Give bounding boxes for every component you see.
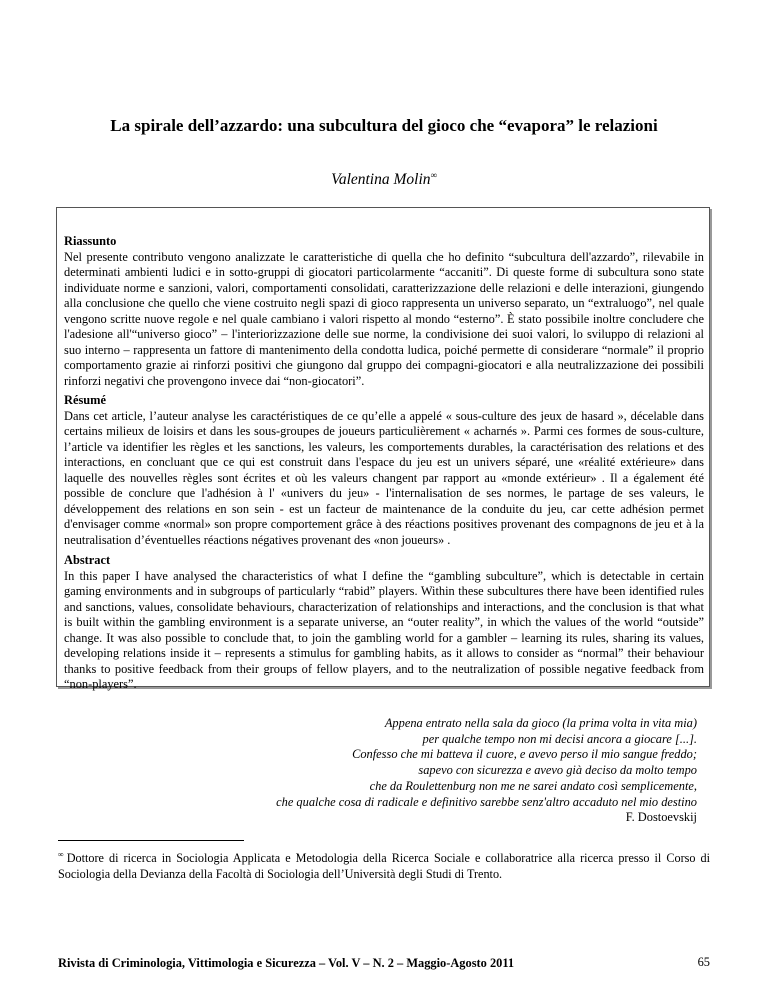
abstract-english-text: In this paper I have analysed the characteristics of what I define the “gambling subculture”, which is detectable in certain gaming environments and in subgroups of particularly “rabid” players. Within these subcultures there have been identified rules and sanctions, values, consolidate behaviours, characterization of relationships and interactions, and the conclusion is that what is built within the gambling environment is a separate universe, an “outer reality”, in which the values of the world “outside” change. It was also possible to conclude that, to join the gambling world for a gambler – learning its rules, sharing its values, developing relations inside it – represents a stimulus for gambling habits, as it allows to consider as “normal” their behaviour thanks to positive feedback from their groups of fellow players, and to the neutralization of possible negative feedback from “non-players”. bbox=[64, 568, 704, 692]
epigraph bbox=[57, 716, 697, 826]
footnote-mark: ∞ bbox=[58, 850, 64, 859]
epigraph-line: Appena entrato nella sala da gioco (la prima volta in vita mia) bbox=[384, 716, 697, 730]
abstract-box bbox=[56, 207, 710, 692]
abstract-english bbox=[64, 553, 704, 693]
abstract-french-heading: Résumé bbox=[64, 393, 106, 407]
journal-footer: Rivista di Criminologia, Vittimologia e Sicurezza – Vol. V – N. 2 – Maggio-Agosto 2011 bbox=[58, 956, 515, 970]
page-number: 65 bbox=[697, 955, 710, 969]
epigraph-line: per qualche tempo non mi decisi ancora a giocare [...]. bbox=[422, 731, 697, 746]
abstract-french-text: Dans cet article, l’auteur analyse les caractéristiques de ce qu’elle a appelé « sous-culture des jeux de hasard », décelable dans certains milieux de loisirs et dans les sous-groupes de joueurs particulièrement « acharnés ». Parmi ces formes de sous-culture, l’article va identifier les règles et les sanctions, les valeurs, les comportements durables, la caractérisation des relations et des interactions, en concluant que ce qui est construit dans l'espace du jeu est un univers séparé, une «réalité extérieure» dans laquelle des nouvelles règles sont écrites et où les valeurs changent par rapport au «monde extérieur» . Il a également été possible de conclure que l'adhésion à l' «univers du jeu» - l'internalisation de ses normes, le partage de ses valeurs, le développement des relations en son sein - est un facteur de maintenance de la conduite du jeu, car cette adhésion permet d'envisager comme «normal» son propre comportement grâce à des réactions positives provenant des compagnons de jeu et à la neutralisation d’éventuelles réactions négatives provenant des «non joueurs» . bbox=[64, 408, 704, 547]
footnote bbox=[58, 847, 710, 882]
abstract-italian bbox=[64, 234, 704, 389]
abstract-italian-heading: Riassunto bbox=[64, 234, 117, 248]
footnote-text: Dottore di ricerca in Sociologia Applicata e Metodologia della Ricerca Sociale e collaboratrice alla ricerca presso il Corso di Sociologia della Devianza della Facoltà di Sociologia dell’Università degli Studi di Trento. bbox=[58, 851, 710, 881]
footnote-divider bbox=[58, 840, 244, 841]
author-footnote-mark: ∞ bbox=[430, 170, 437, 180]
author-line bbox=[0, 170, 768, 189]
epigraph-line: che da Roulettenburg non me ne sarei andato così semplicemente, bbox=[369, 778, 697, 793]
epigraph-attribution: F. Dostoevskij bbox=[625, 810, 697, 825]
abstract-french bbox=[64, 393, 704, 548]
abstract-italian-text: Nel presente contributo vengono analizzate le caratteristiche di quella che ho definito “subcultura dell'azzardo”, rilevabile in determinati ambienti ludici e in sotto-gruppi di giocatori particolarmente “accaniti”. Di queste forme di subcultura sono state individuate norme e sanzioni, valori, comportamenti consolidati, caratterizzazione delle relazioni e delle interazioni, giungendo alla conclusione che quello che viene costruito negli spazi di gioco rappresenta un universo separato, un “extraluogo”, nel quale vengono scritte nuove regole e nel quale cambiano i valori rispetto al mondo “esterno”. È stato possibile inoltre concludere che l'adesione all'“universo gioco” – l'interiorizzazione delle sue norme, la condivisione dei suoi valori, lo sviluppo di relazioni al suo interno – rappresenta un fattore di mantenimento della condotta ludica, poiché permette di considerare “normale” il proprio comportamento grazie ai rinforzi positivi che giungono dal gruppo dei compagni-giocatori e alla neutralizzazione dei possibili rinforzi negativi che provengono invece dai “non-giocatori”. bbox=[64, 249, 704, 388]
paper-title: La spirale dell’azzardo: una subcultura del gioco che “evapora” le relazioni bbox=[110, 116, 658, 135]
epigraph-line: Confesso che mi batteva il cuore, e avevo perso il mio sangue freddo; bbox=[352, 747, 697, 762]
abstract-english-heading: Abstract bbox=[64, 553, 111, 567]
epigraph-line: che qualche cosa di radicale e definitivo sarebbe senz'altro accaduto nel mio destino bbox=[276, 794, 697, 809]
epigraph-line: sapevo con sicurezza e avevo già deciso da molto tempo bbox=[418, 763, 697, 778]
author-name: Valentina Molin bbox=[331, 171, 431, 188]
